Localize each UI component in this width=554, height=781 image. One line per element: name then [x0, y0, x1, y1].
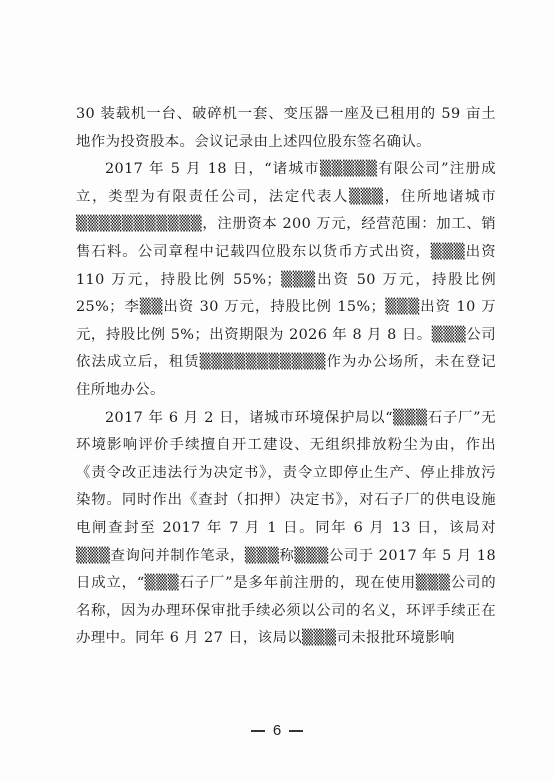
paragraph-2: 2017 年 5 月 18 日，“诸城市▒▒▒▒▒有限公司”注册成立，类型为有限责任公司，法定代表人▒▒▒，住所地诸城市▒▒▒▒▒▒▒▒▒▒▒，注册资本 200 万元，经营范围：加工、销售石料。公司章程中记载四位股东以货币方式出资，▒▒▒出资 110 万元，持股比例 55%；▒▒▒出资 50 万元，持股比例 25%；李▒▒出资 30 万元，持股比例 15%；▒▒▒出资 10 万元，持股比例 5%；出资期限为 2026 年 8 月 8 日。▒▒▒公司依法成立后，租赁▒▒▒▒▒▒▒▒▒▒▒作为办公场所，未在登记住所地办公。	[76, 161, 496, 398]
paragraph-1: 30 装载机一台、破碎机一套、变压器一座及已租用的 59 亩土地作为投资股本。会议记录由上述四位股东签名确认。	[76, 106, 496, 150]
page-number: 6	[272, 722, 282, 739]
page-footer	[0, 722, 554, 739]
left-dash	[251, 730, 265, 732]
right-dash	[289, 730, 303, 732]
paragraph-3: 2017 年 6 月 2 日，诸城市环境保护局以“▒▒▒石子厂”无环境影响评价手续擅自开工建设、无组织排放粉尘为由，作出《责令改正违法行为决定书》，责令立即停止生产、停止排放污染物。同时作出《查封（扣押）决定书》，对石子厂的供电设施电闸查封至 2017 年 7 月 1 日。同年 6 月 13 日，该局对▒▒▒查询问并制作笔录，▒▒▒称▒▒▒公司于 2017 年 5 月 18 日成立，“▒▒▒石子厂”是多年前注册的，现在使用▒▒▒公司的名称，因为办理环保审批手续必须以公司的名义，环评手续正在办理中。同年 6 月 27 日，该局以▒▒▒司未报批环境影响	[76, 409, 496, 647]
document-body	[76, 101, 496, 653]
